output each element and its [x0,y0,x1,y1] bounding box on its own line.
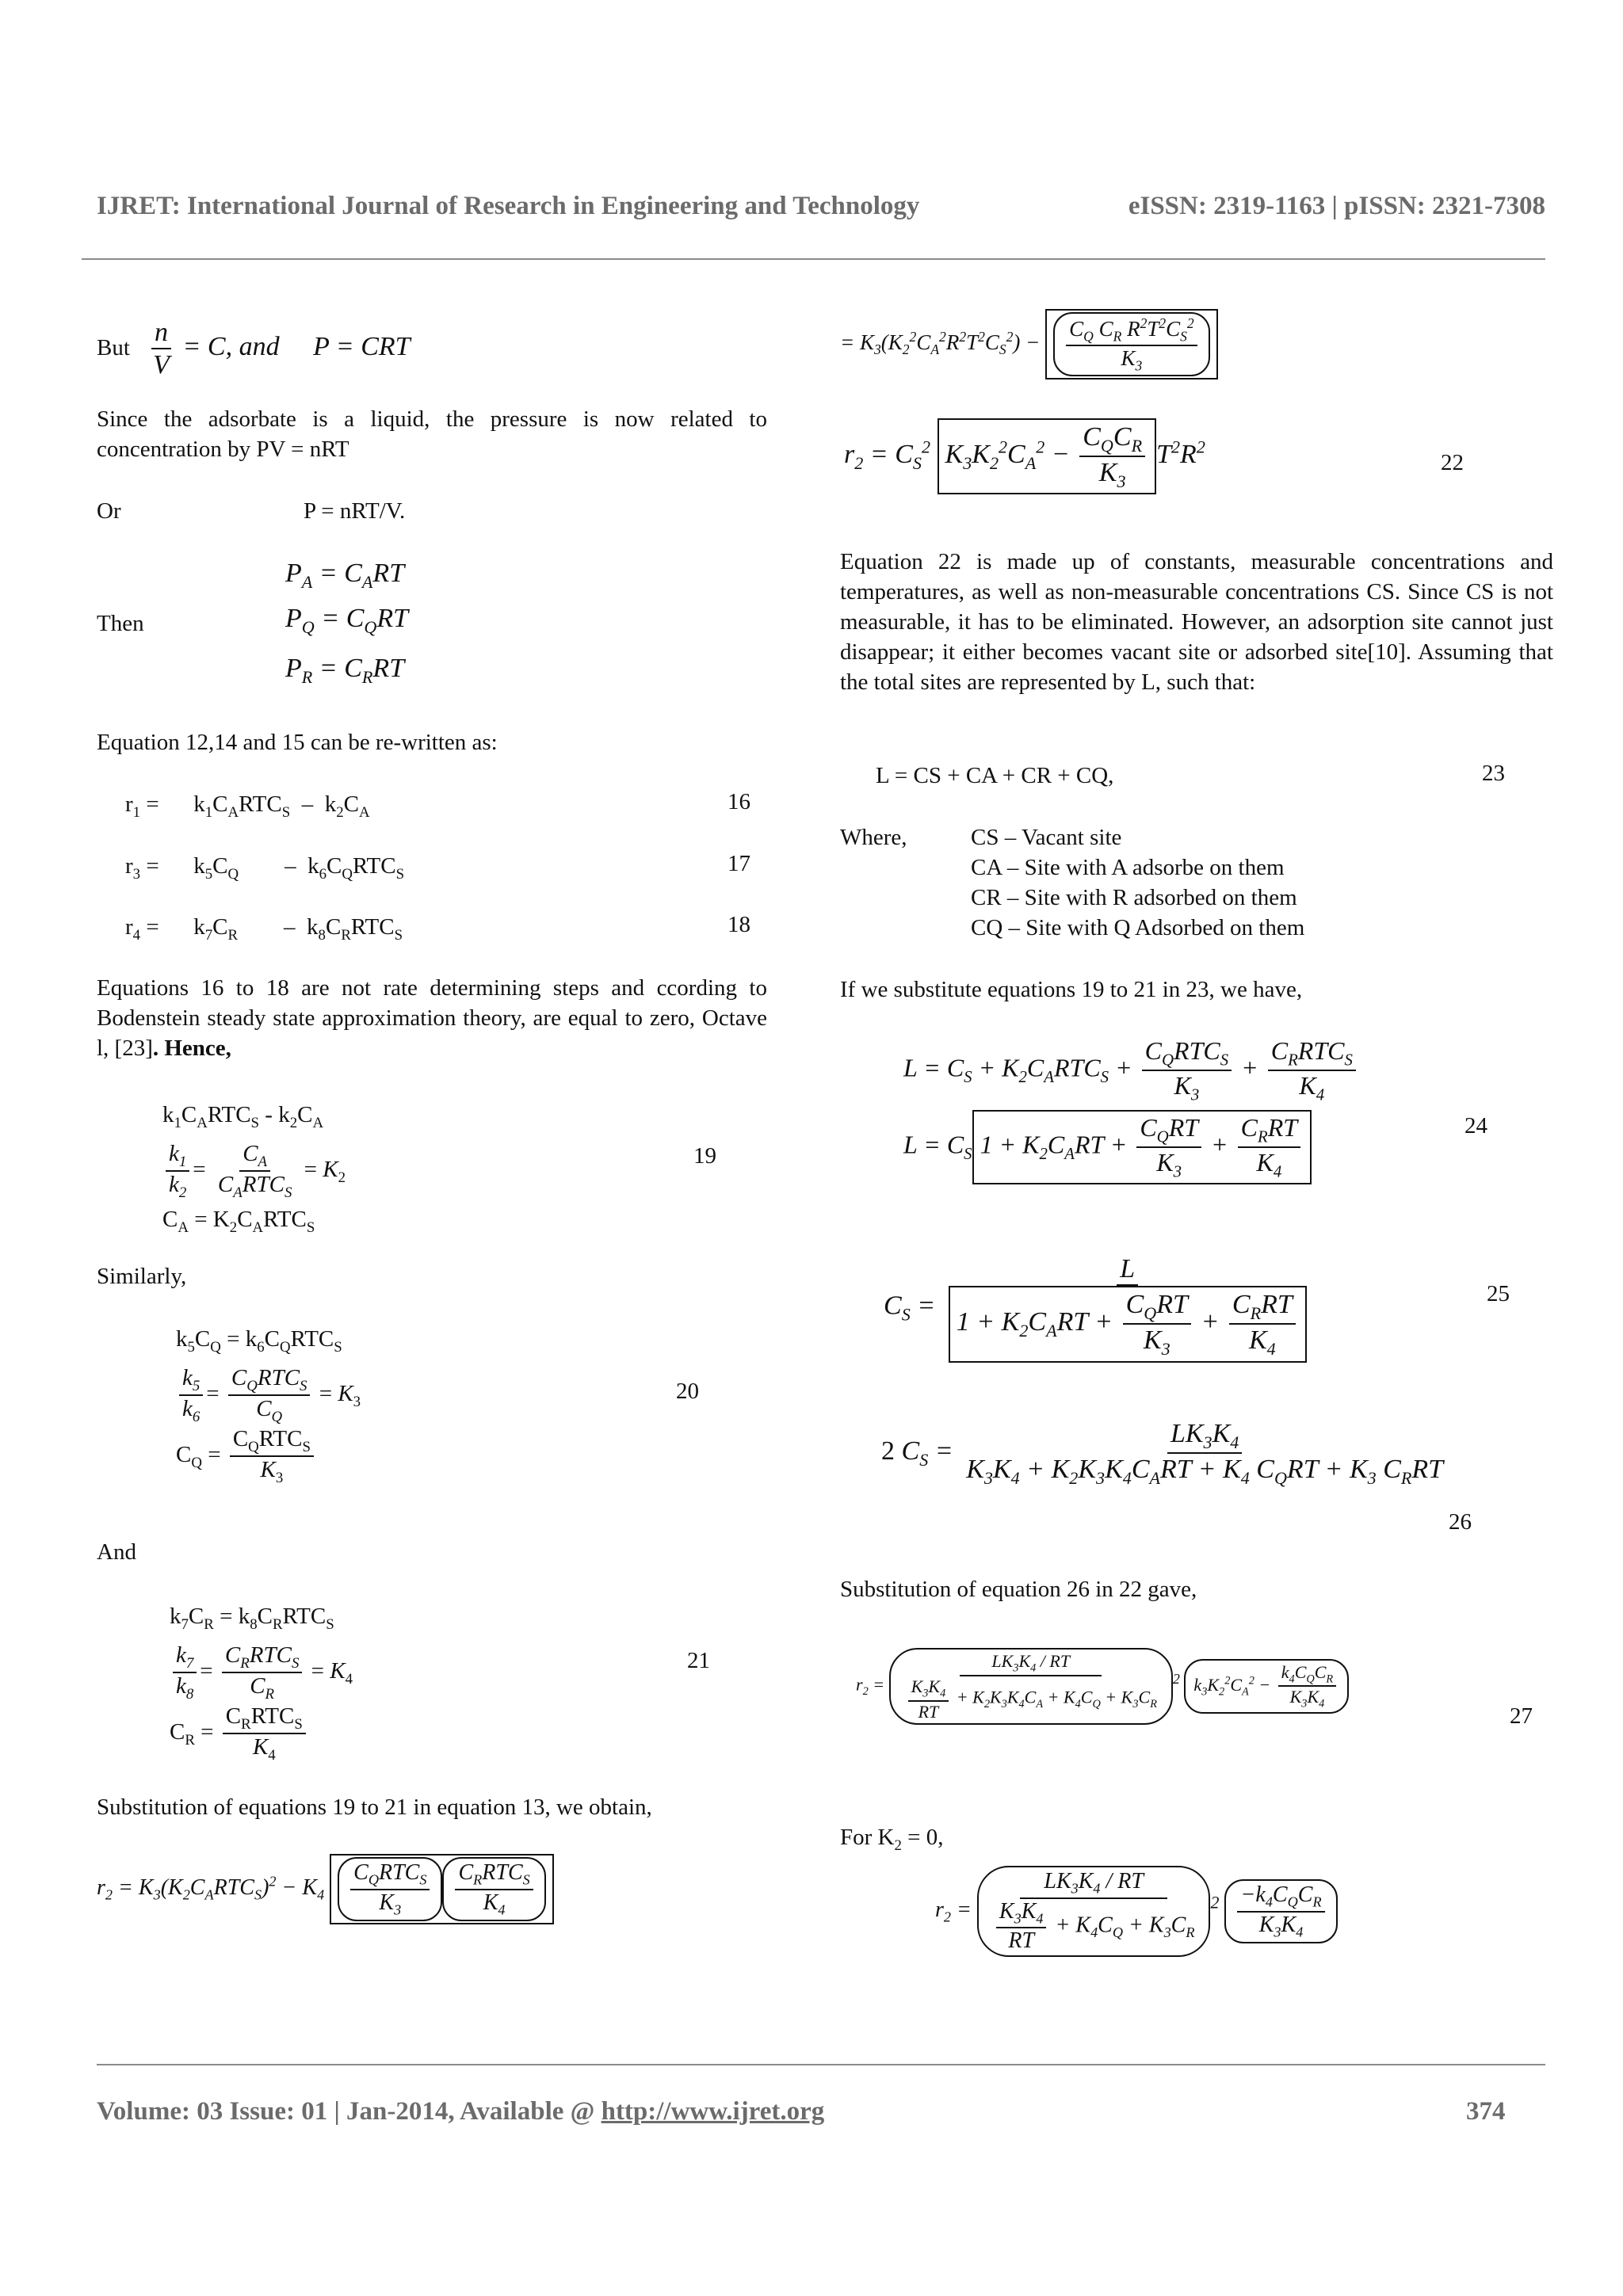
eq-25: $C_S$ = L $1 + K_2C_ART$ + $\frac{C_QRT}{K_3}$ + $\frac{C_RRT}{K_4}$ [884,1253,1313,1363]
eq20-line1: $k_5C_Q = k_6C_QRTC_S$ [176,1326,342,1356]
issn: eISSN: 2319-1163 | pISSN: 2321-7308 [1128,192,1545,220]
where-label: Where, [840,825,907,850]
eq-pq: $P_Q = C_QRT$ [285,604,409,637]
eq-r4: $r_4$ = $k_7C_R$ – $k_8C_RRTC_S$ [125,914,403,944]
para-substitute-23: If we substitute equations 19 to 21 in 23, we have, [840,977,1303,1002]
where-cr: CR – Site with R adsorbed on them [971,885,1297,910]
eq-expanded: = $K_3(K_2^2C_A^2R^2T^2C_S^2)$ − $\frac{C_Q C_R R^2T^2C_S^2}{K_3}$ [840,309,1218,379]
para-bodenstein: Equations 16 to 18 are not rate determining steps and ccording to Bodenstein steady state approximation theory, are equal to zero, Octave l, [23]. Hence, [97,975,767,1061]
eq-20 [176,1322,361,1487]
eq-r1: $r_1$ = $k_1C_ARTC_S - k_2C_A$ [125,791,370,821]
eq19-line2: $\frac{k_1}{k_2}$ = $\frac{C_A}{C_ARTC_S}$ = $K_2$ [162,1141,346,1202]
similarly-label: Similarly, [97,1264,187,1289]
eq-number-17: 17 [727,851,750,876]
or-label: Or [97,498,121,524]
para-liquid: Since the adsorbate is a liquid, the pressure is now related to concentration by PV = nRT [97,406,767,462]
but-line [97,317,767,380]
eq-26: 2 $C_S$ = $\frac{LK_3K_4}{K_3K_4 + K_2K_3K_4C_ART + K_4 C_QRT + K_3 C_RRT}$ [881,1419,1444,1488]
eq-number-19: 19 [693,1143,716,1169]
running-footer [97,2097,1506,2126]
footer-volume: Volume: 03 Issue: 01 | Jan-2014, Available @ [97,2097,601,2126]
eq24-line2: $L = C_S$ $1 + K_2C_ART$ + $\frac{C_QRT}{K_3}$ + $\frac{C_RRT}{K_4}$ [903,1110,1359,1185]
eq-21 [170,1599,353,1764]
footer-rule [97,2064,1545,2065]
eq21-line1: $k_7C_R = k_8C_RRTC_S$ [170,1604,334,1633]
then-label: Then [97,611,144,636]
para-measurable: Equation 22 is made up of constants, measurable concentrations and temperatures, as well as non-measurable concentrations CS. Since CS is not measurable, it has to be eliminated. However, an adsorption site cannot just disappear; it either becomes vacant site or adsorbed site[10]. Assuming that the total sites are represented by L, such that: [840,549,1553,695]
eq-substituted: $r_2 = K_3(K_2C_ARTC_S)^2 - K_4$ $\frac{C_QRTC_S}{K_3}$ $\frac{C_RRTC_S}{K_4}$ [97,1854,554,1924]
eq21-line3: $C_R$ = $\frac{C_RRTC_S}{K_4}$ [170,1703,353,1764]
eq-number-20: 20 [676,1379,699,1404]
where-list [971,822,1304,943]
eq-number-27: 27 [1510,1703,1533,1729]
eq20-line2: $\frac{k_5}{k_6}$ = $\frac{C_QRTC_S}{C_Q}$ = $K_3$ [176,1365,361,1426]
eq-number-16: 16 [727,789,750,814]
eq-number-18: 18 [727,912,750,937]
where-cq: CQ – Site with Q Adsorbed on them [971,915,1305,940]
para-substitution: Substitution of equations 19 to 21 in equation 13, we obtain, [97,1794,652,1820]
eq-pr: $P_R = C_RRT$ [285,654,405,687]
eq19-line3: $C_A = K_2C_ARTC_S$ [162,1206,315,1236]
where-cs: CS – Vacant site [971,825,1122,850]
page-number: 374 [1466,2097,1506,2126]
for-k2-label: For $K_2 = 0$, [840,1825,944,1854]
header-rule [82,258,1545,260]
para-rewritten: Equation 12,14 and 15 can be re-written as: [97,730,498,755]
and-label: And [97,1539,136,1565]
eq-number-25: 25 [1487,1281,1510,1306]
journal-title: IJRET: International Journal of Research in Engineering and Technology [97,192,920,220]
eq24-line1: $L = C_S + K_2C_ARTC_S$ + $\frac{C_QRTC_S}{K_3}$ + $\frac{C_RRTC_S}{K_4}$ [903,1036,1359,1105]
eq-24 [903,1036,1359,1184]
eq-number-21: 21 [687,1648,710,1673]
or-eq: P = nRT/V. [304,498,406,524]
eq-22: $r_2 = C_S^2$ $K_3K_2^2C_A^2$ − $\frac{C_QC_R}{K_3}$ $T^2R^2$ [844,418,1205,494]
eq-28: $r_2$ = $LK_3K_4$ / RT $\frac{K_3K_4}{RT}$ + $K_4C_Q + K_3C_R$ $^2$ $\frac{-k_4C_QC_R}{K_3K_4}$ [935,1866,1338,1957]
where-ca: CA – Site with A adsorbe on them [971,855,1285,880]
eq21-line2: $\frac{k_7}{k_8}$ = $\frac{C_RRTC_S}{C_R}$ = $K_4$ [170,1642,353,1703]
footer-link[interactable]: http://www.ijret.org [601,2097,825,2126]
eq20-line3: $C_Q$ = $\frac{C_QRTC_S}{K_3}$ [176,1426,361,1487]
eq-number-22: 22 [1441,450,1464,475]
eq-19 [162,1097,346,1245]
eq-number-26: 26 [1449,1509,1472,1535]
eq-27: $r_2$ = $LK_3K_4$ / RT $\frac{K_3K_4}{RT}$ + $K_2K_3K_4C_A + K_4C_Q + K_3C_R$ $^2$ $k_3K_2^2C_A^2$ − $\frac{k_4C_QC_R}{K_3K_4}$ [856,1648,1349,1725]
eq-23: L = CS + CA + CR + CQ, [876,763,1114,788]
eq-number-23: 23 [1482,761,1505,786]
eq19-line1: $k_1C_ARTC_S - k_2C_A$ [162,1102,324,1131]
eq-but: $\frac{n}{V}$ = C, and P = CRT [147,332,410,361]
para-sub-26: Substitution of equation 26 in 22 gave, [840,1577,1197,1602]
eq-r3: $r_3$ = $k_5C_Q$ – $k_6C_QRTC_S$ [125,853,405,883]
eq-pa: $P_A = C_ART$ [285,559,405,592]
but-label: But [97,334,130,360]
eq-number-24: 24 [1465,1113,1487,1138]
